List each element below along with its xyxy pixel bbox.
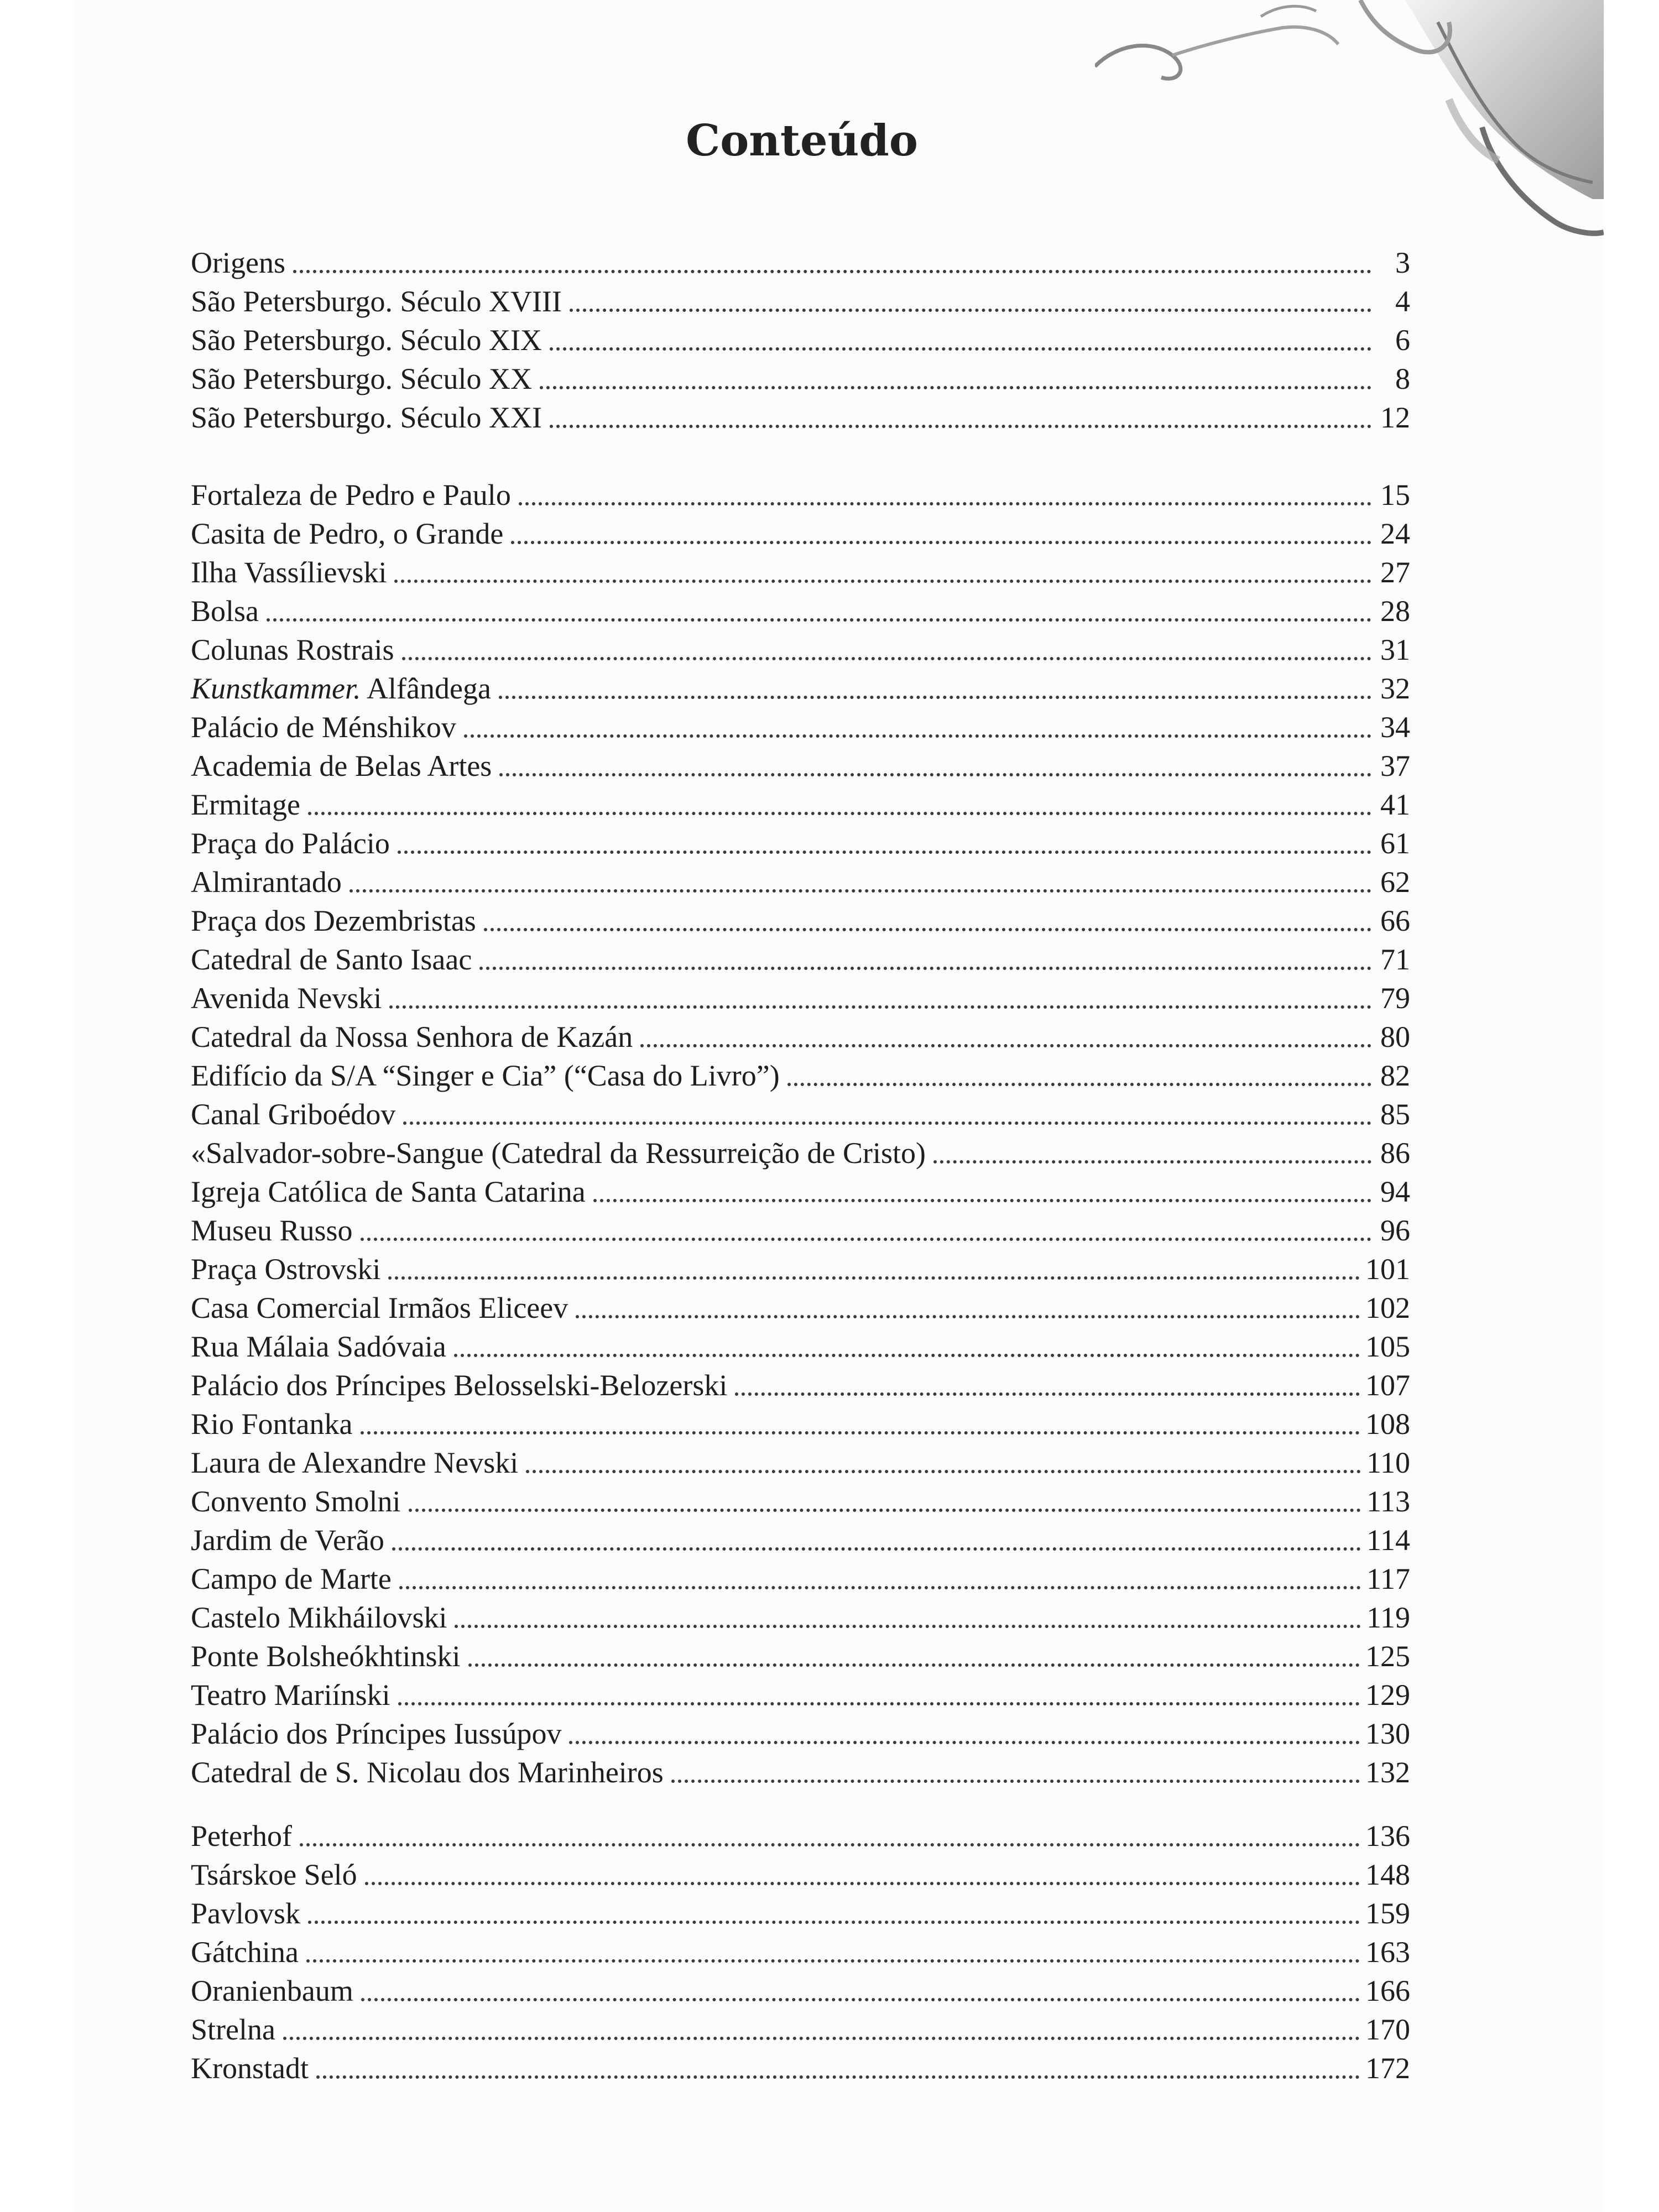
toc-entry-page-number: 172: [1365, 2052, 1410, 2085]
toc-entry-title: Museu Russo: [191, 1214, 353, 1247]
toc-entry: [191, 1482, 1410, 1521]
toc-entry-page-number: 62: [1380, 865, 1410, 899]
dot-leader: [361, 1238, 1371, 1241]
dot-leader: [388, 1276, 1360, 1280]
toc-entry: [191, 1521, 1410, 1559]
toc-entry: [191, 398, 1410, 437]
toc-entry-title: Strelna: [191, 2013, 275, 2046]
toc-entry-title: Ilha Vassílievski: [191, 556, 387, 589]
dot-leader: [398, 851, 1371, 854]
dot-leader: [361, 1998, 1360, 2001]
dot-leader: [394, 580, 1371, 583]
dot-leader: [267, 618, 1371, 622]
toc-entry: [191, 940, 1410, 979]
toc-entry-page-number: 34: [1380, 711, 1410, 744]
toc-entry: [191, 1443, 1410, 1482]
toc-entry-title: Almirantado: [191, 865, 342, 899]
dot-leader: [455, 1625, 1361, 1628]
toc-entry: [191, 1134, 1410, 1172]
dot-leader: [300, 1843, 1360, 1846]
toc-entry: [191, 630, 1410, 669]
toc-entry: [191, 1753, 1410, 1792]
toc-entry-title: Avenida Nevski: [191, 982, 382, 1015]
toc-entry-title: [191, 669, 491, 708]
toc-entry-page-number: 24: [1380, 517, 1410, 550]
toc-entry-title: Bolsa: [191, 594, 259, 628]
toc-entry-title: Oranienbaum: [191, 1974, 353, 2007]
toc-entry: [191, 1172, 1410, 1211]
toc-entry-page-number: 148: [1365, 1858, 1410, 1891]
toc-entry: [191, 1327, 1410, 1366]
toc-entry-page-number: 6: [1395, 324, 1410, 357]
toc-entry-title: Convento Smolni: [191, 1485, 401, 1518]
toc-entry-page-number: 163: [1365, 1936, 1410, 1969]
toc-entry-title: São Petersburgo. Século XXI: [191, 401, 542, 434]
toc-entry-title: «Salvador-sobre-Sangue (Catedral da Ressurreição de Cristo): [191, 1136, 926, 1170]
dot-leader: [735, 1392, 1360, 1396]
toc-entry-title: Palácio dos Príncipes Iussúpov: [191, 1717, 562, 1750]
toc-entry-page-number: 96: [1380, 1214, 1410, 1247]
toc-entry: [191, 1714, 1410, 1753]
toc-entry-title: Casita de Pedro, o Grande: [191, 517, 504, 550]
toc-entry-title: Pavlovsk: [191, 1897, 301, 1930]
toc-entry: [191, 708, 1410, 747]
dot-leader: [464, 734, 1371, 738]
dot-leader: [640, 1044, 1371, 1047]
toc-entry: [191, 553, 1410, 592]
toc-entry-page-number: 129: [1365, 1678, 1410, 1712]
toc-entry-title: Canal Griboédov: [191, 1098, 396, 1131]
toc-entry-page-number: 110: [1366, 1446, 1410, 1479]
toc-entry: [191, 785, 1410, 824]
toc-entry-page-number: 28: [1380, 594, 1410, 628]
toc-entry-page-number: 85: [1380, 1098, 1410, 1131]
toc-entry: [191, 1018, 1410, 1056]
toc-entry-title: Kronstadt: [191, 2052, 309, 2085]
toc-entry: [191, 321, 1410, 359]
toc-entry-page-number: 15: [1380, 478, 1410, 512]
dot-leader: [392, 1547, 1361, 1551]
toc-entry-page-number: 94: [1380, 1175, 1410, 1208]
toc-section-city-sights: [191, 476, 1410, 1792]
toc-entry-title: Ponte Bolsheókhtinski: [191, 1640, 461, 1673]
toc-entry-page-number: 107: [1365, 1369, 1410, 1402]
dot-leader: [306, 1959, 1360, 1963]
toc-entry-page-number: 82: [1380, 1059, 1410, 1092]
toc-entry-page-number: 4: [1395, 285, 1410, 318]
toc-entry-page-number: 32: [1380, 672, 1410, 705]
dot-leader: [316, 2075, 1360, 2079]
dot-leader: [454, 1354, 1360, 1357]
dot-leader: [409, 1509, 1361, 1512]
toc-entry-title: Praça do Palácio: [191, 827, 390, 860]
dot-leader: [570, 309, 1371, 312]
dot-leader: [499, 696, 1371, 699]
toc-entry-page-number: 101: [1365, 1253, 1410, 1286]
dot-leader: [468, 1663, 1360, 1667]
toc-entry-title: Origens: [191, 246, 285, 279]
toc-entry-title: Tsárskoe Seló: [191, 1858, 357, 1891]
dot-leader: [671, 1780, 1360, 1783]
dot-leader: [398, 1702, 1360, 1705]
toc-entry-title: Palácio de Ménshikov: [191, 711, 456, 744]
toc-entry-title: Praça Ostrovski: [191, 1253, 381, 1286]
dot-leader: [479, 967, 1371, 970]
dot-leader: [365, 1882, 1360, 1885]
toc-entry-page-number: 130: [1365, 1717, 1410, 1750]
toc-entry: [191, 2010, 1410, 2049]
toc-entry-page-number: 79: [1380, 982, 1410, 1015]
dot-leader: [511, 541, 1371, 544]
dot-leader: [349, 889, 1371, 893]
toc-entry: [191, 1894, 1410, 1933]
toc-entry: [191, 1637, 1410, 1676]
toc-entry: [191, 669, 1410, 708]
toc-entry-title: Praça dos Dezembristas: [191, 904, 476, 937]
toc-entry-title-rest: Alfândega: [361, 672, 491, 705]
dot-leader: [550, 347, 1371, 351]
toc-entry-title: Fortaleza de Pedro e Paulo: [191, 478, 511, 512]
toc-entry: [191, 1366, 1410, 1405]
toc-entry-page-number: 86: [1380, 1136, 1410, 1170]
toc-entry: [191, 282, 1410, 321]
toc-entry-page-number: 136: [1365, 1819, 1410, 1853]
toc-entry-page-number: 170: [1365, 2013, 1410, 2046]
toc-entry-title: Casa Comercial Irmãos Eliceev: [191, 1291, 568, 1324]
dot-leader: [550, 425, 1371, 428]
toc-entry-page-number: 61: [1380, 827, 1410, 860]
dot-leader: [933, 1160, 1371, 1164]
toc-entry: [191, 1405, 1410, 1443]
dot-leader: [283, 2037, 1360, 2040]
toc-entry: [191, 1288, 1410, 1327]
dot-leader: [593, 1199, 1371, 1202]
toc-entry-page-number: 132: [1365, 1756, 1410, 1789]
page-title: Conteúdo: [686, 116, 918, 166]
toc-entry: [191, 824, 1410, 863]
dot-leader: [403, 1121, 1371, 1125]
toc-entry: [191, 901, 1410, 940]
toc-entry-page-number: 119: [1366, 1601, 1410, 1634]
toc-entry-page-number: 27: [1380, 556, 1410, 589]
toc-entry-title: Palácio dos Príncipes Belosselski-Belozerski: [191, 1369, 728, 1402]
dot-leader: [576, 1315, 1360, 1318]
toc-entry: [191, 747, 1410, 785]
toc-entry-title: Catedral da Nossa Senhora de Kazán: [191, 1020, 633, 1053]
dot-leader: [399, 1586, 1361, 1589]
dot-leader: [787, 1083, 1371, 1086]
toc-entry-title: Edifício da S/A “Singer e Cia” (“Casa do Livro”): [191, 1059, 780, 1092]
toc-entry-title: Peterhof: [191, 1819, 292, 1853]
toc-entry-page-number: 102: [1365, 1291, 1410, 1324]
dot-leader: [526, 1470, 1361, 1473]
toc-entry: [191, 476, 1410, 514]
toc-entry-page-number: 41: [1380, 788, 1410, 821]
toc-entry: [191, 1598, 1410, 1637]
toc-entry: [191, 1676, 1410, 1714]
toc-entry-page-number: 3: [1395, 246, 1410, 279]
toc-section-suburbs: [191, 1817, 1410, 2088]
toc-entry-page-number: 8: [1395, 362, 1410, 395]
toc-entry: [191, 1250, 1410, 1288]
toc-entry-title: Ermitage: [191, 788, 300, 821]
dot-leader: [499, 773, 1371, 776]
dot-leader: [484, 928, 1371, 931]
toc-section-history: [191, 243, 1410, 437]
dot-leader: [308, 812, 1371, 815]
toc-entry-page-number: 66: [1380, 904, 1410, 937]
toc-entry-title: Colunas Rostrais: [191, 633, 394, 666]
toc-entry-page-number: 105: [1365, 1330, 1410, 1363]
toc-entry-title: Rua Málaia Sadóvaia: [191, 1330, 446, 1363]
dot-leader: [389, 1005, 1371, 1009]
toc-entry: [191, 1211, 1410, 1250]
toc-entry-title: Catedral de Santo Isaac: [191, 943, 472, 976]
dot-leader: [361, 1431, 1360, 1434]
toc-entry: [191, 243, 1410, 282]
toc-entry-title: São Petersburgo. Século XX: [191, 362, 532, 395]
dot-leader: [540, 386, 1371, 389]
toc-entry-title: Rio Fontanka: [191, 1407, 353, 1441]
toc-entry-title: São Petersburgo. Século XIX: [191, 324, 542, 357]
toc-entry-title: Teatro Mariínski: [191, 1678, 390, 1712]
toc-entry-title: Campo de Marte: [191, 1562, 392, 1595]
toc-entry-title: Academia de Belas Artes: [191, 749, 492, 782]
toc-entry-page-number: 114: [1366, 1524, 1410, 1557]
toc-entry: [191, 1056, 1410, 1095]
dot-leader: [293, 270, 1371, 273]
toc-entry-title: Catedral de S. Nicolau dos Marinheiros: [191, 1756, 664, 1789]
toc-entry: [191, 592, 1410, 630]
toc-entry-page-number: 159: [1365, 1897, 1410, 1930]
toc-entry: [191, 1855, 1410, 1894]
toc-entry: [191, 2049, 1410, 2088]
toc-entry-title: Castelo Mikháilovski: [191, 1601, 447, 1634]
toc-entry-title-italic: Kunstkammer.: [191, 672, 361, 705]
toc-entry: [191, 1559, 1410, 1598]
toc-entry-title: Laura de Alexandre Nevski: [191, 1446, 519, 1479]
toc-entry: [191, 1971, 1410, 2010]
toc-entry: [191, 863, 1410, 901]
toc-entry: [191, 359, 1410, 398]
toc-entry-page-number: 108: [1365, 1407, 1410, 1441]
toc-entry-page-number: 125: [1365, 1640, 1410, 1673]
toc-entry-page-number: 80: [1380, 1020, 1410, 1053]
toc-entry-title: São Petersburgo. Século XVIII: [191, 285, 562, 318]
toc-entry: [191, 1817, 1410, 1855]
toc-entry-page-number: 31: [1380, 633, 1410, 666]
dot-leader: [308, 1921, 1360, 1924]
toc-entry-page-number: 71: [1380, 943, 1410, 976]
toc-entry: [191, 1095, 1410, 1134]
dot-leader: [402, 657, 1371, 660]
toc-entry: [191, 1933, 1410, 1971]
dot-leader: [519, 502, 1371, 505]
toc-entry-page-number: 37: [1380, 749, 1410, 782]
toc-entry-page-number: 117: [1366, 1562, 1410, 1595]
toc-entry-page-number: 113: [1366, 1485, 1410, 1518]
toc-entry-title: Gátchina: [191, 1936, 299, 1969]
dot-leader: [569, 1741, 1360, 1744]
toc-entry-title: Igreja Católica de Santa Catarina: [191, 1175, 586, 1208]
toc-entry-title: Jardim de Verão: [191, 1524, 384, 1557]
toc-entry-page-number: 12: [1380, 401, 1410, 434]
toc-entry-page-number: 166: [1365, 1974, 1410, 2007]
toc-entry: [191, 514, 1410, 553]
toc-entry: [191, 979, 1410, 1018]
